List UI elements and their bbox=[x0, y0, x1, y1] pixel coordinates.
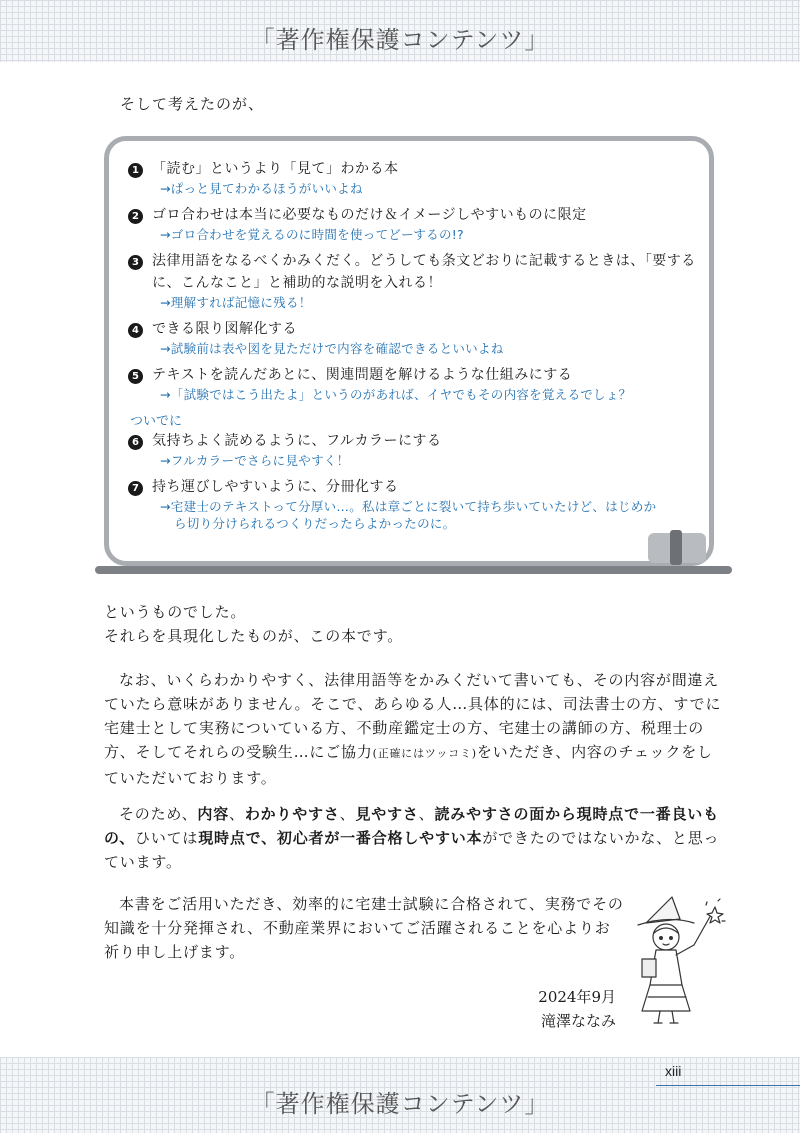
watermark-top: 「著作権保護コンテンツ」 bbox=[250, 26, 550, 54]
text-run: ができたのではないかな、と思っています。 bbox=[104, 829, 720, 871]
item-text: 「読む」というより「見て」わかる本 bbox=[152, 161, 399, 177]
signature-date: 2024年9月 bbox=[538, 988, 616, 1006]
number-badge: 3 bbox=[128, 255, 143, 270]
aside-label: ついでに bbox=[130, 414, 183, 429]
item-text: 気持ちよく読めるように、フルカラーにする bbox=[152, 433, 442, 449]
item-note: →宅建士のテキストって分厚い…。私は章ごとに裂いて持ち歩いていたけど、はじめか bbox=[160, 499, 657, 514]
board-list bbox=[128, 158, 708, 539]
bold-run: わかりやすさ bbox=[244, 805, 340, 823]
list-item bbox=[128, 204, 708, 243]
paragraph-1 bbox=[104, 600, 724, 648]
text-run: 、 bbox=[229, 805, 245, 823]
item-text: ゴロ合わせは本当に必要なものだけ＆イメージしやすいものに限定 bbox=[152, 207, 587, 223]
text-run: ひいては bbox=[135, 829, 199, 847]
number-badge: 7 bbox=[128, 481, 143, 496]
whiteboard-tray bbox=[95, 566, 732, 574]
item-note: →試験前は表や図を見ただけで内容を確認できるといいよね bbox=[160, 341, 504, 356]
paragraph-2 bbox=[104, 668, 724, 790]
paragraph-3 bbox=[104, 802, 724, 874]
item-note: →フルカラーでさらに見やすく！ bbox=[160, 453, 350, 468]
text-line: というものでした。 bbox=[104, 603, 247, 621]
intro-text: そして考えたのが、 bbox=[120, 95, 265, 113]
item-note: →理解すれば記憶に残る！ bbox=[160, 295, 312, 310]
signature-name: 滝澤ななみ bbox=[540, 1012, 616, 1030]
page-number: xiii bbox=[665, 1063, 682, 1079]
item-note: →ぱっと見てわかるほうがいいよね bbox=[160, 181, 363, 196]
text-run: 、 bbox=[339, 805, 356, 823]
paragraph-4: 本書をご活用いただき、効率的に宅建士試験に合格されて、実務でその知識を十分発揮され、不動産業界においてご活躍されることを心よりお祈り申し上げます。 bbox=[104, 895, 624, 961]
list-item bbox=[128, 430, 708, 469]
item-text: 法律用語をなるべくかみくだく。どうしても条文どおりに記載するときは、「要するに、こんなこと」と補助的な説明を入れる！ bbox=[152, 253, 696, 291]
list-item bbox=[128, 364, 708, 403]
number-badge: 6 bbox=[128, 435, 143, 450]
item-note: →「試験ではこう出たよ」というのがあれば、イヤでもその内容を覚えるでしょ？ bbox=[160, 387, 632, 402]
text-run: 、 bbox=[418, 805, 435, 823]
text-run: そのため、 bbox=[119, 805, 198, 823]
text-run: をいただき、内容のチェックをしていただいております。 bbox=[104, 743, 713, 787]
item-text: できる限り図解化する bbox=[152, 321, 297, 337]
list-item bbox=[128, 318, 708, 357]
item-note-continued: ら切り分けられるつくりだったらよかったのに。 bbox=[174, 516, 456, 531]
list-item bbox=[128, 476, 708, 532]
list-item bbox=[128, 158, 708, 197]
text-line: それらを具現化したものが、この本です。 bbox=[104, 627, 404, 645]
item-note: →ゴロ合わせを覚えるのに時間を使ってどーするの!? bbox=[160, 227, 464, 242]
text-run-small: (正確にはツッコミ) bbox=[372, 747, 477, 760]
bold-run: 見やすさ bbox=[355, 805, 419, 823]
number-badge: 4 bbox=[128, 323, 143, 338]
witch-illustration-icon bbox=[628, 893, 728, 1028]
item-text: 持ち運びしやすいように、分冊化する bbox=[152, 479, 399, 495]
list-item bbox=[128, 250, 708, 311]
bold-run: 読みやすさの面から現時点で一番良いもの、 bbox=[104, 805, 719, 847]
number-badge: 1 bbox=[128, 163, 143, 178]
number-badge: 2 bbox=[128, 209, 143, 224]
signature bbox=[520, 985, 616, 1033]
bold-run: 現時点で、初心者が一番合格しやすい本 bbox=[198, 829, 483, 847]
number-badge: 5 bbox=[128, 369, 143, 384]
text-run: なお、いくらわかりやすく、法律用語等をかみくだいて書いても、その内容が間違えていたら意味がありません。そこで、あらゆる人…具体的には、司法書士の方、すでに宅建士として実務についている方、不動産鑑定士の方、宅建士の講師の方、税理士の方、そしてそれらの受験生…にご協力 bbox=[104, 671, 722, 761]
bold-run: 内容 bbox=[197, 805, 230, 823]
item-text: テキストを読んだあとに、関連問題を解けるような仕組みにする bbox=[152, 367, 573, 383]
watermark-bottom: 「著作権保護コンテンツ」 bbox=[250, 1090, 550, 1118]
